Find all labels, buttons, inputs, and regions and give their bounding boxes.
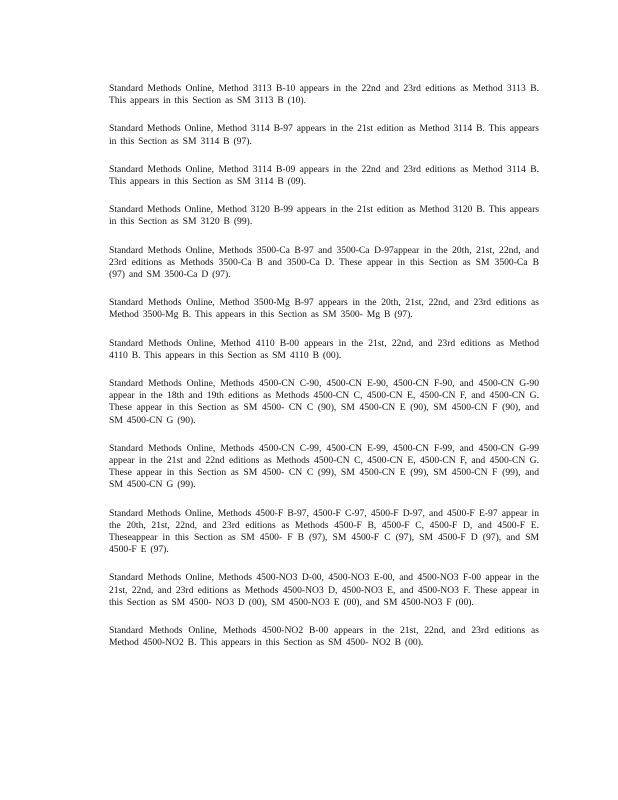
method-entry-3500-mg: Standard Methods Online, Method 3500-Mg B-97 appears in the 20th, 21st, 22nd, and 23rd editions as Method 3500-Mg B. This appears in this Section as SM 3500- Mg B (97). <box>109 297 539 321</box>
method-entry-4500-no3: Standard Methods Online, Methods 4500-NO3 D-00, 4500-NO3 E-00, and 4500-NO3 F-00 appear in the 21st, 22nd, and 23rd editions as Methods 4500-NO3 D, 4500-NO3 E, and 4500-NO3 F. These appear in this Section as SM 4500- NO3 D (00), SM 4500-NO3 E (00), and SM 4500-NO3 F (00). <box>109 572 539 608</box>
method-entries <box>109 83 539 666</box>
method-entry-3120b-99: Standard Methods Online, Method 3120 B-99 appears in the 21st edition as Method 3120 B. This appears in this Section as SM 3120 B (99). <box>109 204 539 228</box>
method-entry-3500-ca: Standard Methods Online, Methods 3500-Ca B-97 and 3500-Ca D-97appear in the 20th, 21st, 22nd, and 23rd editions as Methods 3500-Ca B and 3500-Ca D. These appear in this Section as SM 3500-Ca B (97) and SM 3500-Ca D (97). <box>109 244 539 281</box>
method-entry-3114b-09: Standard Methods Online, Method 3114 B-09 appears in the 22nd and 23rd editions as Method 3114 B. This appears in this Section as SM 3114 B (09). <box>109 163 539 188</box>
method-entry-4500-cn-99: Standard Methods Online, Methods 4500-CN C-99, 4500-CN E-99, 4500-CN F-99, and 4500-CN G-99 appear in the 21st and 22nd editions as Methods 4500-CN C, 4500-CN E, 4500-CN F, and 4500-CN G. These appear in this Section as SM 4500- CN C (99), SM 4500-CN E (99), SM 4500-CN F (99), and SM 4500-CN G (99). <box>109 442 539 491</box>
method-entry-4110b: Standard Methods Online, Method 4110 B-00 appears in the 21st, 22nd, and 23rd editions as Method 4110 B. This appears in this Section as SM 4110 B (00). <box>109 337 539 361</box>
method-entry-3113b-10: Standard Methods Online, Method 3113 B-10 appears in the 22nd and 23rd editions as Method 3113 B. This appears in this Section as SM 3113 B (10). <box>109 83 539 107</box>
method-entry-4500-cn-90: Standard Methods Online, Methods 4500-CN C-90, 4500-CN E-90, 4500-CN F-90, and 4500-CN G-90 appear in the 18th and 19th editions as Methods 4500-CN C, 4500-CN E, 4500-CN F, and 4500-CN G. These appear in this Section as SM 4500- CN C (90), SM 4500-CN E (90), SM 4500-CN F (90), and SM 4500-CN G (90). <box>109 378 539 426</box>
method-entry-3114b-97: Standard Methods Online, Method 3114 B-97 appears in the 21st edition as Method 3114 B. This appears in this Section as SM 3114 B (97). <box>109 123 539 147</box>
method-entry-4500-no2: Standard Methods Online, Methods 4500-NO2 B-00 appears in the 21st, 22nd, and 23rd editions as Method 4500-NO2 B. This appears in this Section as SM 4500- NO2 B (00). <box>109 625 539 649</box>
method-entry-4500-f: Standard Methods Online, Methods 4500-F B-97, 4500-F C-97, 4500-F D-97, and 4500-F E-97 appear in the 20th, 21st, 22nd, and 23rd editions as Methods 4500-F B, 4500-F C, 4500-F D, and 4500-F E. Theseappear in this Section as SM 4500- F B (97), SM 4500-F C (97), SM 4500-F D (97), and SM 4500-F E (97). <box>109 507 539 556</box>
